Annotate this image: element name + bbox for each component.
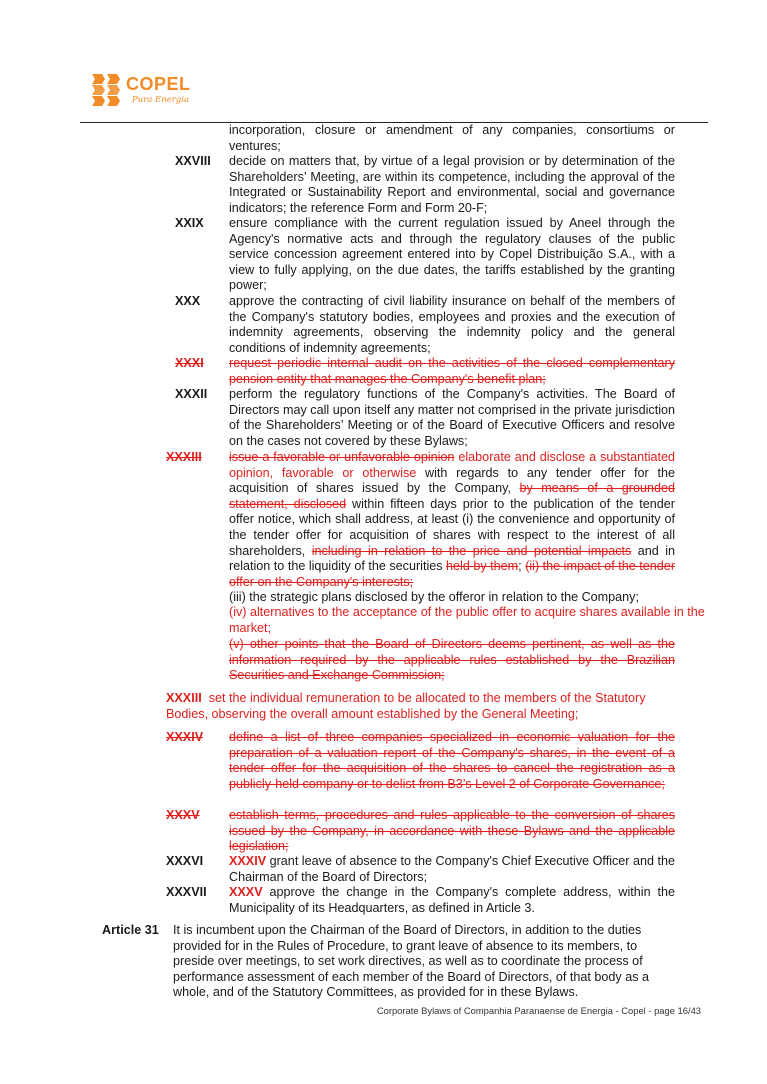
renumbered-label: XXXIV [229,854,267,868]
item-number: XXXVII [166,885,207,899]
plain-phrase: and in relation to the liquidity of the securities [229,543,676,574]
copel-mark-icon [90,72,122,106]
item-text: approve the contracting of civil liability insurance on behalf of the members of the Company's statutory bodies, employees and proxies and the execution of indemnity agreements, observing the indemnity policy and the general conditions of indemnity agreements; [229,294,675,355]
inserted-phrase: elaborate and disclose a substantiated opinion, favorable or otherwise [229,450,675,480]
item-text: decide on matters that, by virtue of a legal provision or by determination of the Shareholders’ Meeting, are within its competence, including the approval of the Integrated or Sustainability Report and environmental, social and governance indicators; the reference Form and Form 20-F; [229,154,675,215]
deleted-phrase: by means of a grounded statement, disclosed [229,481,675,511]
deleted-phrase: including in relation to the price and potential impacts [311,543,632,558]
article-text: It is incumbent upon the Chairman of the Board of Directors, in addition to the duties provided for in the Rules of Procedure, to grant leave of absence to its members, to preside over meetings, to set work directives, as well as to coordinate the process of performance assessment of each member of the Board of Directors, of that body as a whole, and of the Statutory Committees, as provided for in these Bylaws. [173,923,649,1000]
plain-phrase: within fifteen days prior to the publication of the tender offer notice, which shall address, at least (i) the convenience and opportunity of the tender offer for acquisition of shares with respect to the interest of all shareholders, [229,496,675,558]
item-text-deleted: request periodic internal audit on the activities of the closed complementary pension entity that manages the Company's benefit plan; [229,356,675,386]
item-number: XXXII [175,387,208,401]
item-text-deleted: define a list of three companies specialized in economic valuation for the preparation of a valuation report of the Company's shares, in the event of a tender offer for the acquisition of the shares to cancel the registration as a publicly-held company or to delist from B3’s Level 2 of Corporate Governance; [229,730,675,791]
deleted-phrase: issue a favorable or unfavorable opinion [229,450,455,464]
item-number-deleted: XXXIV [166,730,204,744]
plain-phrase: ; [518,559,526,574]
item-text-inserted: set the individual remuneration to be allocated to the members of the Statutory Bodies, observing the overall amount established by the General Meeting; [166,691,646,721]
new-item-xxxiii [166,691,686,722]
item-text [229,854,675,885]
subitem-iv-inserted: (iv) alternatives to the acceptance of the public offer to acquire shares available in the market; [229,605,705,635]
copel-logo [90,70,200,110]
page-footer: Corporate Bylaws of Companhia Paranaense de Energia - Copel - page 16/43 [376,1005,701,1016]
item-number: XXX [175,294,201,308]
article-label: Article 31 [102,923,159,937]
deleted-phrase: held by them [446,559,519,574]
item-number-deleted: XXXV [166,808,200,822]
plain-phrase: with regards to any tender offer for the acquisition of shares issued by the Company, [229,465,675,496]
logo-tagline: Pura Energia [132,95,190,105]
logo-text: COPEL [126,74,191,94]
continued-text: incorporation, closure or amendment of any companies, consortiums or ventures; [229,123,675,153]
item-number: XXVIII [175,154,211,168]
subitem-v-deleted: (v) other points that the Board of Directors deems pertinent, as well as the information required by the applicable rules established by the Brazilian Securities and Exchange Commission; [229,637,675,683]
item-number-deleted: XXXI [175,356,204,370]
renumbered-label: XXXV [229,885,263,899]
item-number: XXIX [175,216,204,230]
item-text-deleted: establish terms, procedures and rules applicable to the conversion of shares issued by the Company, in accordance with these Bylaws and the applicable legislation; [229,808,675,854]
item-text-body: approve the change in the Company's complete address, within the Municipality of its Headquarters, as defined in Article 3. [229,885,675,915]
item-text-amended [229,450,675,590]
subitem-iii: (iii) the strategic plans disclosed by the offeror in relation to the Company; [229,590,639,604]
item-number-inserted: XXXIII [166,691,202,705]
item-text-body: grant leave of absence to the Company's Chief Executive Officer and the Chairman of the Board of Directors; [229,854,676,884]
item-text: perform the regulatory functions of the Company's activities. The Board of Directors may call upon itself any matter not comprised in the private jurisdiction of the Shareholders’ Meeting or of the Board of Executive Officers and resolve on the cases not covered by these Bylaws; [229,387,675,448]
item-number-deleted: XXXIII [166,450,202,464]
deleted-phrase: (ii) the impact of the tender offer on the Company's interests; [229,559,676,589]
item-number: XXXVI [166,854,204,868]
item-text [229,885,675,916]
item-text: ensure compliance with the current regulation issued by Aneel through the Agency's normative acts and through the regulatory clauses of the public service concession agreement entered into by Copel Distribuição S.A., with a view to fully applying, on the due dates, the tariffs established by the granting power; [229,216,675,293]
